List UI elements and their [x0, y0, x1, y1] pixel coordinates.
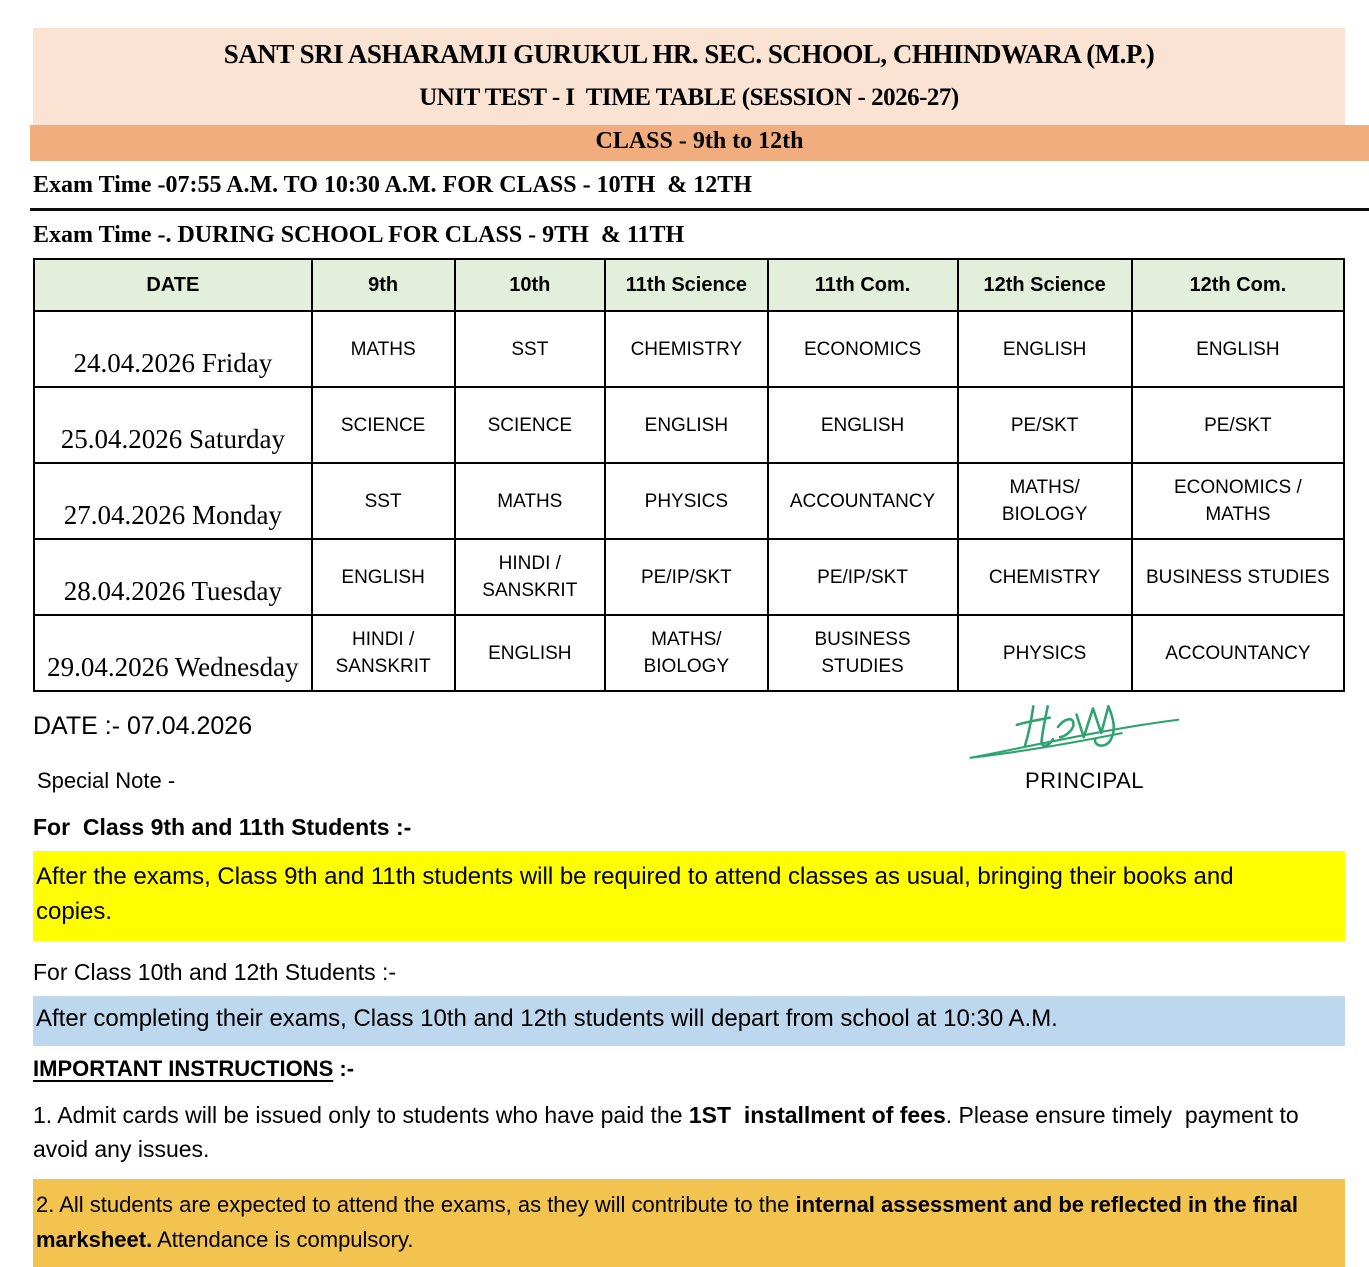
instructions-heading [33, 1056, 1345, 1082]
divider-rule [30, 208, 1369, 211]
column-header: 12th Science [958, 259, 1132, 311]
subject-cell: BUSINESS STUDIES [768, 615, 958, 691]
principal-label: PRINCIPAL [1025, 768, 1145, 794]
subject-cell: ECONOMICS [768, 311, 958, 387]
instructions-heading-suffix: :- [333, 1055, 355, 1081]
subject-cell: ECONOMICS / MATHS [1132, 463, 1344, 539]
subject-cell: PE/SKT [1132, 387, 1344, 463]
timetable-body [34, 311, 1344, 691]
note-10-12-heading: For Class 10th and 12th Students :- [33, 958, 397, 985]
instruction-1 [33, 1098, 1327, 1167]
subject-cell: PE/IP/SKT [605, 539, 767, 615]
exam-time-9-11: Exam Time -. DURING SCHOOL FOR CLASS - 9TH & 11TH [33, 222, 685, 249]
subject-cell: ACCOUNTANCY [1132, 615, 1344, 691]
date-cell: 24.04.2026 Friday [34, 311, 312, 387]
class-range-label: CLASS - 9th to 12th [595, 128, 804, 155]
instruction-2-suffix: Attendance is compulsory. [152, 1226, 414, 1252]
column-header: 11th Com. [768, 259, 958, 311]
note-9-11-heading: For Class 9th and 11th Students :- [33, 814, 412, 841]
subject-cell: PHYSICS [958, 615, 1132, 691]
date-cell: 25.04.2026 Saturday [34, 387, 312, 463]
subject-cell: ENGLISH [768, 387, 958, 463]
subject-cell: CHEMISTRY [605, 311, 767, 387]
date-cell: 28.04.2026 Tuesday [34, 539, 312, 615]
table-row [34, 615, 1344, 691]
table-row [34, 539, 1344, 615]
subject-cell: MATHS/ BIOLOGY [958, 463, 1132, 539]
subject-cell: ENGLISH [312, 539, 455, 615]
subject-cell: MATHS/ BIOLOGY [605, 615, 767, 691]
instruction-1-suffix: . Please ensure timely payment to avoid any issues. [33, 1101, 1306, 1163]
subject-cell: ENGLISH [1132, 311, 1344, 387]
school-name: SANT SRI ASHARAMJI GURUKUL HR. SEC. SCHOOL, CHHINDWARA (M.P.) [223, 39, 1155, 69]
date-cell: 29.04.2026 Wednesday [34, 615, 312, 691]
note-9-11-highlight [33, 851, 1345, 941]
date-cell: 27.04.2026 Monday [34, 463, 312, 539]
subject-cell: ENGLISH [958, 311, 1132, 387]
subject-cell: ENGLISH [605, 387, 767, 463]
subject-cell: SST [312, 463, 455, 539]
special-note-label: Special Note - [37, 768, 176, 794]
subject-cell: HINDI / SANSKRIT [455, 539, 606, 615]
subject-cell: PE/IP/SKT [768, 539, 958, 615]
subject-cell: PE/SKT [958, 387, 1132, 463]
document-title: UNIT TEST - I TIME TABLE (SESSION - 2026-27) [419, 84, 959, 112]
issue-row [33, 704, 1345, 762]
column-header: 11th Science [605, 259, 767, 311]
instructions-heading-text: IMPORTANT INSTRUCTIONS [33, 1055, 334, 1081]
column-header: 12th Com. [1132, 259, 1344, 311]
subject-cell: CHEMISTRY [958, 539, 1132, 615]
note-10-12-highlight [33, 996, 1345, 1046]
table-row [34, 311, 1344, 387]
column-header: 10th [455, 259, 606, 311]
subject-cell: SCIENCE [455, 387, 606, 463]
subject-cell: MATHS [312, 311, 455, 387]
table-row [34, 387, 1344, 463]
subject-cell: ACCOUNTANCY [768, 463, 958, 539]
table-row [34, 463, 1344, 539]
instruction-1-bold: 1ST installment of fees [688, 1101, 946, 1128]
timetable-header-row [34, 259, 1344, 311]
note-10-12-text: After completing their exams, Class 10th and 12th students will depart from school at 10:30 A.M. [36, 1004, 1058, 1032]
column-header: DATE [34, 259, 312, 311]
principal-signature [958, 694, 1193, 766]
note-9-11-text: After the exams, Class 9th and 11th students will be required to attend classes as usual, bringing their books and copies. [36, 863, 1241, 926]
subject-cell: PHYSICS [605, 463, 767, 539]
subject-cell: HINDI / SANSKRIT [312, 615, 455, 691]
subject-cell: MATHS [455, 463, 606, 539]
instruction-2-bold: internal assessment and be reflected in the final marksheet. [36, 1191, 1305, 1252]
subject-cell: ENGLISH [455, 615, 606, 691]
subject-cell: SCIENCE [312, 387, 455, 463]
document-header [33, 28, 1345, 125]
class-range-band [30, 125, 1369, 161]
principal-row [33, 768, 1345, 796]
exam-time-10-12: Exam Time -07:55 A.M. TO 10:30 A.M. FOR CLASS - 10TH & 12TH [33, 172, 752, 199]
instruction-1-prefix: 1. Admit cards will be issued only to students who have paid the [33, 1101, 689, 1128]
instruction-2-highlight [33, 1179, 1345, 1267]
subject-cell: BUSINESS STUDIES [1132, 539, 1344, 615]
instruction-2-prefix: 2. All students are expected to attend the exams, as they will contribute to the [36, 1191, 796, 1217]
issue-date: DATE :- 07.04.2026 [33, 712, 253, 741]
exam-timetable [33, 258, 1345, 692]
subject-cell: SST [455, 311, 606, 387]
column-header: 9th [312, 259, 455, 311]
